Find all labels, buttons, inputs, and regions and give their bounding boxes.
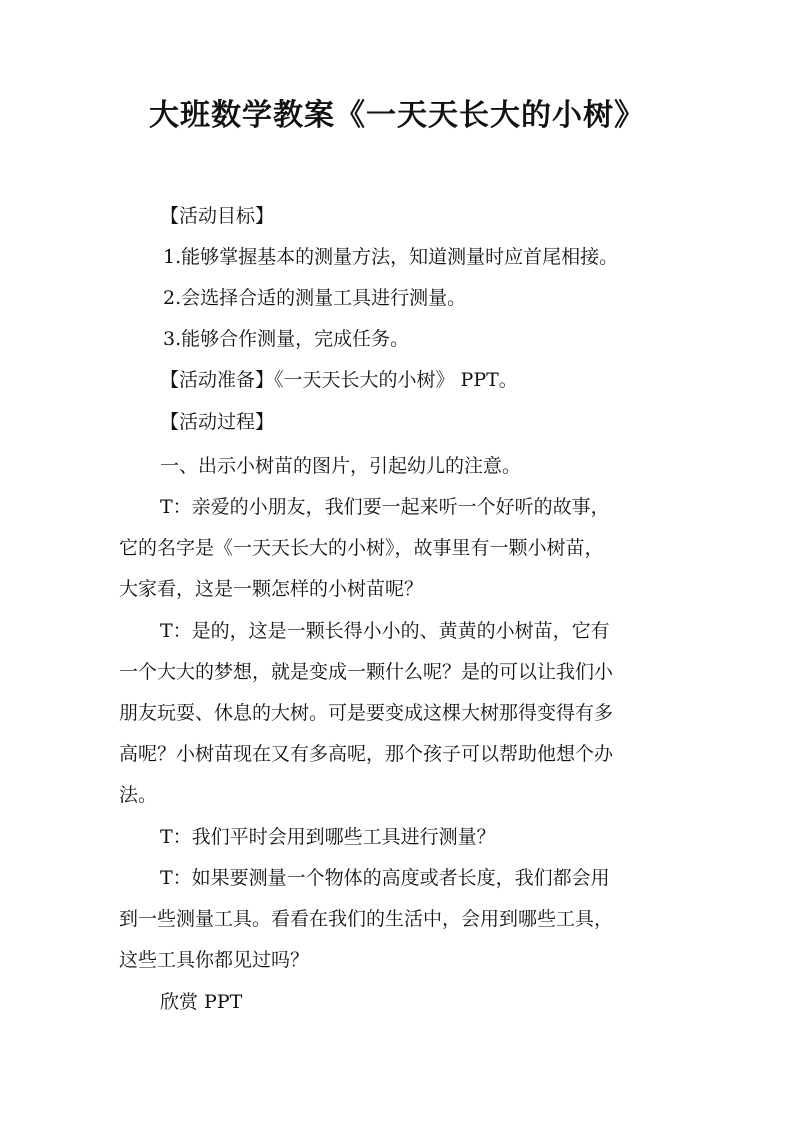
paragraph-line: T：是的，这是一颗长得小小的、黄黄的小树苗，它有 [160,620,610,642]
paragraph-line: 一个大大的梦想，就是变成一颗什么呢？是的可以让我们小 [119,661,614,683]
paragraph-line: 法。 [119,784,158,806]
section-heading-preparation: 【活动准备】《一天天长大的小树》 PPT。 [160,369,518,391]
goal-item-2: 2.会选择合适的测量工具进行测量。 [163,287,467,309]
paragraph-line: 这些工具你都见过吗？ [119,949,310,971]
goal-item-1: 1.能够掌握基本的测量方法，知道测量时应首尾相接。 [163,246,619,268]
paragraph-line: 它的名字是《一天天长大的小树》，故事里有一颗小树苗， [119,537,604,559]
paragraph-line: T：如果要测量一个物体的高度或者长度，我们都会用 [160,867,610,889]
section-heading-process: 【活动过程】 [160,411,275,433]
paragraph-line: 欣赏 PPT [160,991,243,1013]
paragraph-line: 大家看，这是一颗怎样的小树苗呢？ [119,578,424,600]
process-step-1: 一、出示小树苗的图片，引起幼儿的注意。 [160,455,522,477]
paragraph-line: T：我们平时会用到哪些工具进行测量？ [160,826,496,848]
document-title: 大班数学教案《一天天长大的小树》 [149,98,645,133]
goal-item-3: 3.能够合作测量，完成任务。 [163,328,410,350]
paragraph-line: T：亲爱的小朋友，我们要一起来听一个好听的故事， [160,496,610,518]
paragraph-line: 高呢？小树苗现在又有多高呢，那个孩子可以帮助他想个办 [119,743,614,765]
paragraph-line: 到一些测量工具。看看在我们的生活中，会用到哪些工具， [119,908,614,930]
paragraph-line: 朋友玩耍、休息的大树。可是要变成这棵大树那得变得有多 [119,702,614,724]
section-heading-goals: 【活动目标】 [160,205,275,227]
